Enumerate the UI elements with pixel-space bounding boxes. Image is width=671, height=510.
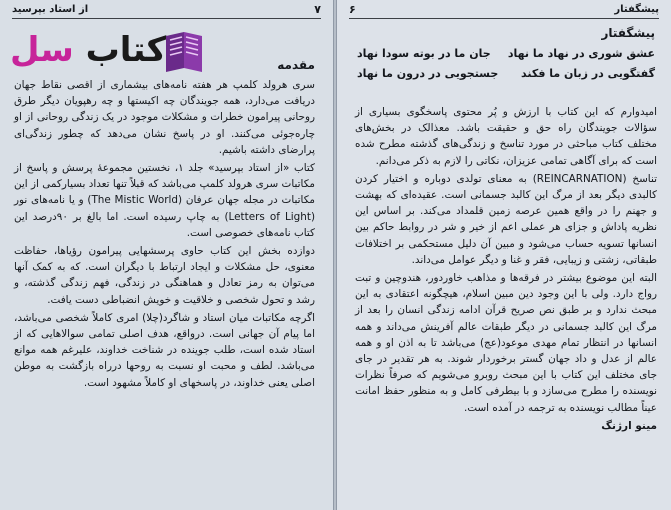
right-body-text — [355, 104, 657, 436]
poem — [357, 44, 655, 84]
paragraph: امیدوارم که این کتاب با ارزش و پُر محتوی پاسخگوی بسیاری از سؤالات جویندگان راه حق و حقیقت باشد. معذالک در بخش‌های مختلف کتاب مباحثی در مورد تناسخ و زندگی‌های گذشته مطرح شده است که برای آگاهی تمامی عزیزان، نکاتی را لازم به ذکر می‌دانم. — [355, 106, 657, 167]
site-logo — [10, 26, 210, 76]
paragraph: سری هرولد کلمپ هر هفته نامه‌های بیشماری از اقصی نقاط جهان دریافت می‌دارد، همه جویندگان چه اکیستها و چه رهپویان دیگر طرق روحانی پیرامون خطرات و مشکلات موجود در یک زندگی روحانی از او چاره‌جوئی می‌کنند. او در پاسخ نشان می‌دهد که چطور زندگی‌ای پرارضای داشته باشیم. — [14, 79, 315, 156]
poem-verse — [357, 44, 655, 64]
hemistich: عشق شوری در نهاد ما نهاد — [507, 47, 655, 60]
section-title: مقدمه — [277, 58, 315, 72]
left-page — [0, 0, 333, 510]
hemistich: جستجویی در درون ما نهاد — [357, 67, 499, 80]
left-body-text — [14, 77, 315, 393]
running-title: پیشگفتار — [614, 4, 659, 15]
paragraph: کتاب «از استاد بپرسید» جلد ۱، نخستین مجموعهٔ پرسش و پاسخ از مکاتبات سری هرولد کلمپ می‌باشد که قبلاً تنها تعداد بسیارکمی از این مکاتبات در مجله جهان عرفان (The Mistic World) و یا نامه‌های نور (Letters of Light) به چاپ رسیده است. اما بالغ بر ۹۰درصد این کتاب نامه‌های خصوصی است. — [14, 162, 316, 239]
logo-text: کتاب سل — [10, 30, 167, 70]
section-title: پیشگفتار — [601, 26, 655, 40]
right-page-header — [349, 2, 659, 19]
page-number: ۶ — [349, 3, 356, 16]
left-page-header — [12, 2, 321, 19]
poem-verse — [357, 64, 655, 84]
page-number: ۷ — [314, 3, 321, 16]
paragraph: تناسخ (REINCARNATION) به معنای تولدی دوباره و اختیار کردن کالبدی دیگر بعد از مرگ این کالبد جسمانی است. عقیده‌ای که بهشت و جهنم را در واقع همین عرصه زمین قلمداد می‌کند. بر اساس این نظریه پاداش و جزای هر عملی اعم از خیر و شر در روابط حاکم بین انسانها تسویه حساب می‌شود و مبین آن دلیل مستحکمی بر اختلافات طبقاتی، زشتی و زیبایی، فقر و غنا و دیگر عوامل می‌داند. — [355, 172, 658, 266]
hemistich: جان ما در بوته سودا نهاد — [357, 47, 491, 60]
hemistich: گفتگویی در زبان ما فکند — [520, 67, 655, 80]
book-icon — [162, 28, 206, 74]
right-page — [337, 0, 671, 510]
paragraph: اگرچه مکاتبات میان استاد و شاگرد(چلا) امری کاملاً شخصی می‌باشد، اما پیام آن جهانی است. درواقع، هدف اصلی تمامی سوالاهایی که از استاد شده است، طلب جوینده در شناخت خداوند، علیرغم همه موانع می‌باشد. لطف و محبت او نسبت به روحها درراه بازگشت به موطن اصلی یعنی خداوند، در پاسخهای او کاملاً مشهود است. — [14, 311, 315, 389]
paragraph: دوازده بخش این کتاب حاوی پرسشهایی پیرامون رؤیاها، حفاظت معنوی، حل مشکلات و ایجاد ارتباط با دیگران است. که به کمک آنها می‌توان به رمز تعادل و هماهنگی در زندگی، فهم زندگی گذشته، و رشد و تحول شخصی و خلاقیت و خویش انضباطی دست یافت. — [14, 245, 315, 306]
paragraph: البته این موضوع بیشتر در فرقه‌ها و مذاهب خاوردور، هندوچین و تبت رواج دارد. ولی با این وجود دین مبین اسلام، هیچگونه اعتقادی به این مبحث ندارد و بر طبق نص صریح قرآن ادامه زندگی انسان را بعد از مرگ این کالبد جسمانی در دیگر طبقات عالم آفرینش می‌داند و همه انسانها در انتظار تمام مهدی موعود(عج) می‌باشد تا به اذن او و همه عالم از عدل و داد جهان گستر برخوردار شوند. به هر تقدیر در جای جای مختلف این کتاب با این مبحث روبرو می‌شویم که صرفاً نظرات نویسنده را مطرح می‌سازد و با بیطرفی کامل و به منظور حفظ امانت عیناً مطالب نویسنده به ترجمه در آمده است. — [355, 272, 657, 414]
running-title: از استاد بپرسید — [12, 4, 89, 15]
signature: مینو ارژنگ — [601, 419, 657, 432]
